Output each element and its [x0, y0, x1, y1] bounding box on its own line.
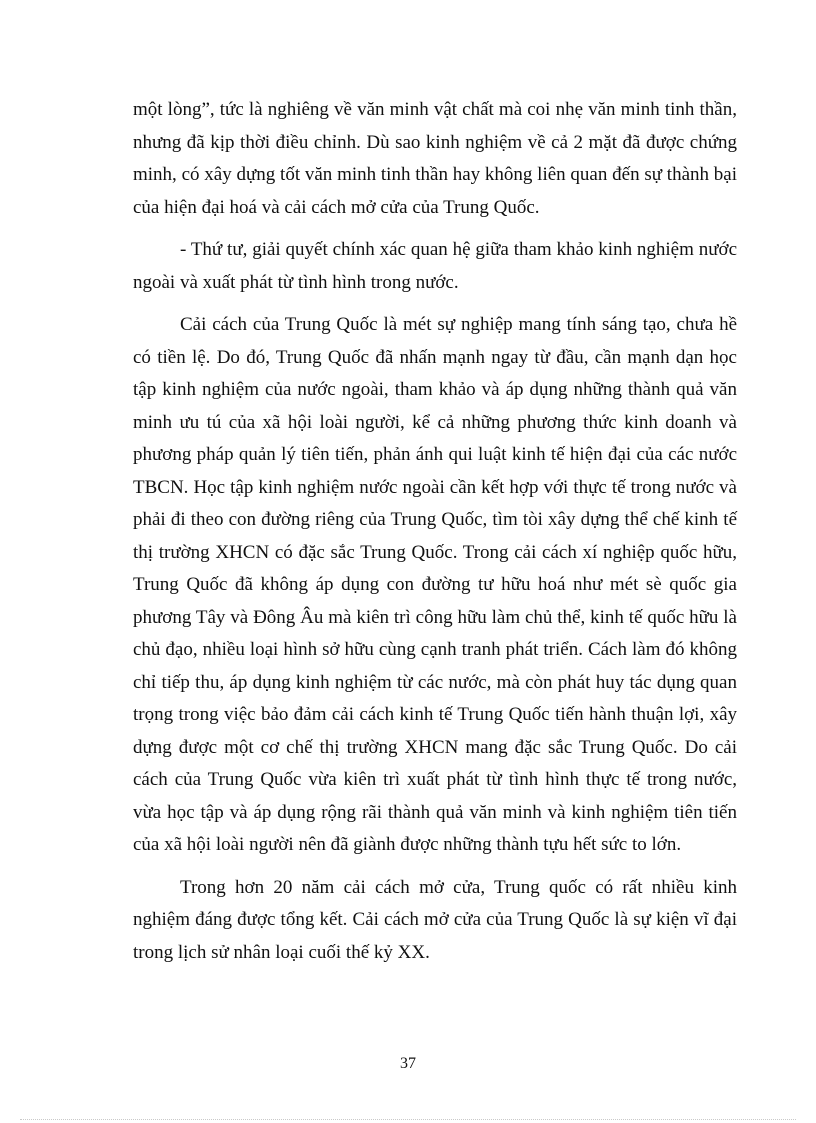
- footer-divider: [20, 1119, 796, 1120]
- paragraph-fourth-point: - Thứ tư, giải quyết chính xác quan hệ giữa tham khảo kinh nghiệm nước ngoài và xuất phát từ tình hình trong nước.: [133, 239, 737, 293]
- page-number: 37: [400, 1055, 416, 1072]
- paragraph-conclusion: Trong hơn 20 năm cải cách mở cửa, Trung quốc có rất nhiều kinh nghiệm đáng được tổng kết. Cải cách mở cửa của Trung Quốc là sự kiện vĩ đại trong lịch sử nhân loại cuối thế kỷ XX.: [133, 876, 737, 963]
- paragraph-reform-experience: Cải cách của Trung Quốc là mét sự nghiệp mang tính sáng tạo, chưa hề có tiền lệ. Do đó, Trung Quốc đã nhấn mạnh ngay từ đầu, cần mạnh dạn học tập kinh nghiệm của nước ngoài, tham khảo và áp dụng những thành quả văn minh ưu tú của xã hội loài người, kể cả những phương thức kinh doanh và phương pháp quản lý tiên tiến, phản ánh qui luật kinh tế hiện đại của các nước TBCN. Học tập kinh nghiệm nước ngoài cần kết hợp với thực tế trong nước và phải đi theo con đường riêng của Trung Quốc, tìm tòi xây dựng thể chế kinh tế thị trường XHCN có đặc sắc Trung Quốc. Trong cải cách xí nghiệp quốc hữu, Trung Quốc đã không áp dụng con đường tư hữu hoá như mét sè quốc gia phương Tây và Đông Âu mà kiên trì công hữu làm chủ thể, kinh tế quốc hữu là chủ đạo, nhiều loại hình sở hữu cùng cạnh tranh phát triển. Cách làm đó không chỉ tiếp thu, áp dụng kinh nghiệm từ các nước, mà còn phát huy tác dụng quan trọng trong việc bảo đảm cải cách kinh tế Trung Quốc tiến hành thuận lợi, xây dựng được một cơ chế thị trường XHCN mang đặc sắc Trung Quốc. Do cải cách của Trung Quốc vừa kiên trì xuất phát từ tình hình thực tế trong nước, vừa học tập và áp dụng rộng rãi thành quả văn minh và kinh nghiệm tiên tiến của xã hội loài người nên đã giành được những thành tựu hết sức to lớn.: [133, 314, 737, 855]
- paragraph-continuation: một lòng”, tức là nghiêng về văn minh vật chất mà coi nhẹ văn minh tinh thần, nhưng đã kịp thời điều chỉnh. Dù sao kinh nghiệm về cả 2 mặt đã được chứng minh, có xây dựng tốt văn minh tinh thần hay không liên quan đến sự thành bại của hiện đại hoá và cải cách mở cửa của Trung Quốc.: [133, 99, 737, 218]
- body-text: [133, 94, 737, 979]
